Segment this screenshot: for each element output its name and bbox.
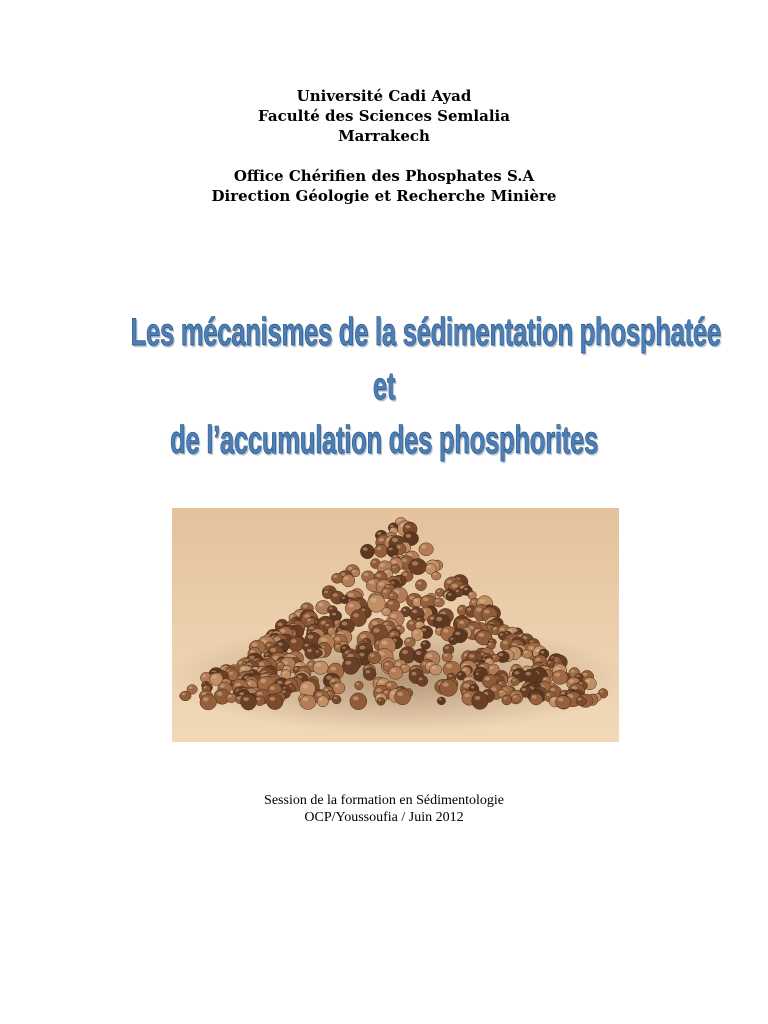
granule-highlight — [376, 688, 381, 692]
granule-highlight — [571, 670, 575, 673]
granule-highlight — [500, 691, 503, 693]
granule-highlight — [412, 610, 417, 614]
granule-highlight — [396, 662, 401, 665]
granule-highlight — [583, 673, 588, 676]
granule-highlight — [278, 643, 283, 646]
granule — [332, 573, 343, 583]
granule — [333, 682, 345, 694]
granule-highlight — [443, 629, 448, 633]
granule-highlight — [390, 594, 393, 596]
granule-highlight — [458, 673, 461, 675]
faculty-name: Faculté des Sciences Semlalia — [258, 107, 510, 125]
granule-highlight — [391, 560, 396, 564]
granule-highlight — [265, 653, 268, 655]
granule — [180, 691, 191, 701]
granule-highlight — [569, 679, 574, 682]
granule-highlight — [471, 686, 474, 688]
granule — [430, 664, 442, 675]
granule-highlight — [414, 599, 418, 602]
granule-highlight — [331, 679, 335, 682]
granule-highlight — [391, 614, 397, 618]
granule-highlight — [387, 683, 392, 686]
granule-highlight — [403, 609, 407, 612]
granule-highlight — [364, 573, 369, 576]
granule-highlight — [335, 621, 338, 623]
granule-highlight — [371, 598, 377, 602]
granule-highlight — [414, 631, 418, 634]
granule-highlight — [483, 658, 486, 660]
direction-name: Direction Géologie et Recherche Minière — [211, 187, 557, 205]
granule-highlight — [353, 696, 359, 700]
granule-highlight — [316, 650, 319, 652]
granule-highlight — [384, 691, 388, 694]
granule-highlight — [217, 692, 223, 696]
granule-highlight — [291, 639, 297, 643]
granule-highlight — [259, 662, 264, 666]
granule — [342, 657, 359, 674]
granule-highlight — [486, 659, 489, 661]
granule-highlight — [576, 675, 579, 677]
granule-highlight — [392, 538, 398, 542]
granule — [363, 668, 376, 681]
granule-highlight — [229, 672, 233, 675]
granule-highlight — [417, 618, 420, 620]
granule-highlight — [237, 697, 240, 699]
granule-highlight — [334, 697, 337, 699]
granule — [417, 675, 428, 686]
granule — [377, 698, 385, 706]
university-name: Université Cadi Ayad — [296, 87, 472, 105]
granule-highlight — [427, 654, 433, 658]
granule-highlight — [600, 690, 603, 692]
granule-highlight — [391, 528, 394, 530]
granule-highlight — [499, 653, 504, 656]
granule-highlight — [376, 574, 381, 577]
granule — [415, 580, 426, 591]
granule-highlight — [484, 610, 490, 614]
granule-highlight — [378, 699, 381, 701]
granule-highlight — [379, 538, 385, 542]
granule — [288, 636, 304, 651]
granule-highlight — [446, 664, 452, 668]
granule-highlight — [475, 696, 481, 700]
granule-highlight — [388, 601, 393, 605]
granule — [368, 651, 381, 663]
granule-highlight — [189, 686, 193, 689]
granule-highlight — [257, 698, 261, 701]
granule-highlight — [452, 584, 458, 588]
granule-highlight — [383, 609, 386, 611]
granule-highlight — [370, 654, 375, 657]
granule — [522, 650, 532, 659]
granule-highlight — [307, 619, 310, 621]
granule — [434, 598, 445, 607]
granule-highlight — [406, 534, 412, 538]
granule — [404, 637, 415, 647]
granule-highlight — [514, 671, 519, 675]
granule — [523, 669, 538, 684]
granule — [395, 689, 411, 705]
granule-highlight — [295, 667, 298, 669]
granule-highlight — [284, 667, 287, 669]
granule-highlight — [402, 665, 405, 667]
granule-highlight — [546, 693, 550, 696]
phosphate-granules-photo — [172, 508, 619, 742]
granule-highlight — [444, 654, 448, 657]
granule-highlight — [464, 588, 468, 591]
granule-highlight — [220, 684, 225, 687]
granule-highlight — [439, 698, 442, 700]
granule-highlight — [228, 695, 232, 698]
granule-highlight — [352, 570, 355, 572]
granule — [314, 649, 323, 656]
granule-highlight — [532, 695, 536, 698]
granule-highlight — [335, 637, 340, 641]
granule-highlight — [278, 623, 283, 627]
granule — [431, 572, 441, 580]
granule-highlight — [423, 642, 426, 644]
granule — [440, 679, 458, 696]
granule-highlight — [459, 607, 463, 610]
company-header — [0, 166, 768, 206]
granule-highlight — [476, 608, 482, 612]
document-title — [130, 306, 721, 468]
granule-highlight — [536, 658, 541, 662]
granule-highlight — [512, 679, 515, 681]
granule — [241, 694, 257, 711]
granule-highlight — [202, 675, 206, 678]
granule-highlight — [555, 667, 560, 671]
granule-highlight — [334, 575, 338, 578]
granule-highlight — [555, 673, 561, 677]
granule-highlight — [459, 621, 464, 625]
granule-highlight — [381, 641, 387, 645]
company-name: Office Chérifien des Phosphates S.A — [233, 167, 535, 185]
title-line-2: et — [372, 365, 396, 408]
granule — [342, 574, 355, 587]
granule-highlight — [283, 672, 286, 674]
granule-highlight — [252, 643, 258, 647]
granule-highlight — [309, 627, 314, 630]
granule — [374, 544, 387, 557]
granule-highlight — [436, 599, 440, 602]
granule-highlight — [397, 692, 403, 696]
granule-highlight — [490, 666, 494, 669]
granule — [442, 652, 452, 662]
granule-highlight — [342, 597, 345, 599]
granule-highlight — [243, 697, 249, 701]
title-line-3: de l’accumulation des phosphorites — [170, 419, 598, 462]
granule-highlight — [270, 648, 276, 652]
granule — [437, 697, 445, 705]
granule-highlight — [513, 696, 516, 698]
granule-highlight — [260, 679, 266, 683]
granule — [313, 661, 328, 674]
granule-highlight — [366, 670, 371, 673]
granule-highlight — [333, 593, 338, 597]
granule-highlight — [380, 563, 385, 567]
title-line-1: Les mécanismes de la sédimentation phosphatée — [130, 311, 721, 354]
granule-highlight — [416, 651, 422, 655]
granule-highlight — [411, 672, 416, 676]
granule-highlight — [239, 692, 244, 695]
granule — [226, 693, 236, 702]
granule-highlight — [182, 693, 186, 696]
granule-highlight — [335, 684, 339, 687]
granule-highlight — [417, 582, 421, 585]
granule-highlight — [303, 605, 308, 608]
granule-highlight — [332, 613, 336, 616]
granule-highlight — [448, 593, 452, 596]
granule-highlight — [316, 663, 321, 667]
granule-highlight — [480, 599, 486, 603]
granule-highlight — [280, 629, 285, 633]
granule-highlight — [318, 603, 323, 607]
granule — [530, 694, 543, 705]
granule-highlight — [305, 644, 309, 647]
granule-highlight — [443, 682, 449, 686]
granule-highlight — [550, 688, 555, 691]
granule-highlight — [342, 647, 345, 649]
granule-highlight — [437, 590, 440, 592]
footer — [0, 792, 768, 826]
granule-highlight — [356, 683, 359, 685]
granule — [419, 543, 434, 556]
granule-highlight — [321, 638, 327, 642]
granule — [300, 695, 316, 710]
granule-highlight — [543, 678, 546, 680]
granule-highlight — [348, 593, 354, 597]
granule-highlight — [488, 643, 491, 645]
granule-highlight — [469, 593, 472, 595]
granule-highlight — [524, 651, 528, 654]
granule-highlight — [500, 633, 503, 635]
granule-highlight — [241, 667, 246, 670]
granule-highlight — [427, 663, 431, 666]
granule-highlight — [578, 698, 582, 701]
granule-highlight — [493, 627, 497, 630]
granule-highlight — [463, 683, 469, 687]
granule-highlight — [499, 682, 502, 684]
granule — [267, 694, 283, 710]
granule — [200, 695, 217, 710]
granule — [328, 627, 336, 635]
granule-highlight — [329, 607, 332, 609]
granule — [446, 592, 457, 602]
granule-highlight — [330, 667, 336, 671]
granule-highlight — [391, 633, 395, 636]
granule — [317, 696, 328, 707]
granule-highlight — [402, 650, 408, 654]
granule-highlight — [345, 661, 351, 665]
granule-highlight — [303, 697, 309, 701]
granule — [472, 692, 488, 709]
granule-highlight — [412, 561, 418, 565]
granule-highlight — [379, 680, 384, 683]
granule-highlight — [469, 654, 475, 658]
granule-highlight — [500, 628, 505, 631]
granule-highlight — [353, 613, 359, 617]
granule-highlight — [203, 697, 209, 701]
granule-highlight — [548, 661, 551, 663]
granule-highlight — [342, 622, 347, 626]
granule-highlight — [417, 623, 420, 625]
granule-highlight — [403, 573, 407, 576]
granule-highlight — [390, 525, 393, 527]
granule-highlight — [397, 627, 400, 629]
granule-highlight — [212, 675, 217, 678]
granule-highlight — [558, 697, 563, 701]
granule-highlight — [503, 641, 508, 644]
granule-highlight — [522, 688, 526, 691]
granule-highlight — [290, 615, 293, 617]
granule-highlight — [456, 590, 459, 592]
granule-highlight — [504, 697, 507, 699]
granule-highlight — [389, 548, 393, 551]
granule-highlight — [421, 545, 426, 549]
place-date-text: OCP/Youssoufia / Juin 2012 — [304, 810, 464, 825]
granule-highlight — [383, 590, 387, 593]
granule-highlight — [308, 635, 314, 639]
granule-highlight — [373, 628, 379, 632]
granule-highlight — [551, 698, 555, 701]
granule — [512, 694, 521, 702]
granule-highlight — [348, 567, 353, 570]
granule-highlight — [363, 547, 368, 551]
granule — [421, 640, 431, 649]
granule-highlight — [479, 633, 485, 637]
city-name: Marrakech — [338, 127, 430, 145]
granule-highlight — [360, 646, 366, 650]
session-text: Session de la formation en Sédimentologie — [264, 793, 504, 808]
granule-highlight — [270, 697, 276, 701]
granule-highlight — [485, 677, 490, 681]
granule-highlight — [427, 566, 431, 569]
granule-highlight — [450, 638, 453, 640]
granule — [355, 681, 363, 690]
granule-highlight — [405, 525, 410, 529]
granule — [350, 693, 367, 710]
granule-highlight — [432, 666, 436, 669]
granule-highlight — [541, 651, 545, 654]
granule-highlight — [377, 547, 382, 550]
granule-highlight — [437, 629, 440, 631]
granule-highlight — [449, 675, 452, 677]
granule-highlight — [239, 661, 242, 663]
granule-highlight — [526, 672, 531, 676]
granule-highlight — [393, 566, 396, 568]
granule-highlight — [463, 669, 466, 671]
granule-highlight — [445, 646, 449, 649]
granule — [552, 670, 568, 684]
granule-highlight — [204, 686, 207, 688]
granule-highlight — [397, 519, 401, 522]
granule-highlight — [391, 669, 396, 673]
granule-highlight — [467, 608, 471, 611]
granule-highlight — [409, 621, 414, 624]
granule-highlight — [369, 580, 374, 584]
granule-highlight — [278, 663, 281, 665]
granule — [576, 696, 587, 705]
granule — [449, 636, 458, 645]
granule-highlight — [348, 604, 354, 608]
granule-highlight — [307, 649, 312, 652]
granule-highlight — [344, 577, 349, 580]
granule-highlight — [433, 573, 436, 575]
granule — [388, 667, 402, 680]
granule — [332, 695, 341, 704]
granule-highlight — [309, 663, 313, 666]
granule — [360, 544, 374, 559]
granule-highlight — [267, 644, 270, 646]
granule-highlight — [385, 663, 389, 666]
granule-highlight — [476, 673, 479, 675]
granule — [409, 559, 427, 575]
granule-highlight — [493, 656, 496, 658]
granule-highlight — [329, 629, 332, 631]
granule-highlight — [455, 632, 460, 636]
granule-highlight — [562, 692, 565, 694]
granule-highlight — [326, 624, 329, 626]
university-header — [0, 86, 768, 146]
granule-highlight — [270, 686, 275, 690]
granule-highlight — [436, 617, 442, 621]
granule-highlight — [324, 591, 328, 594]
granule-highlight — [406, 639, 410, 642]
granule-highlight — [372, 561, 376, 564]
granule-highlight — [423, 597, 429, 601]
granule-highlight — [472, 600, 476, 603]
granule — [511, 678, 520, 686]
granule-highlight — [336, 645, 339, 647]
granule-highlight — [464, 694, 469, 698]
granule-highlight — [319, 698, 323, 701]
granule-highlight — [302, 684, 308, 688]
granule — [502, 695, 512, 705]
granule-highlight — [419, 678, 423, 681]
granule — [555, 696, 571, 709]
granule — [474, 671, 483, 680]
granule-highlight — [257, 692, 263, 696]
granule-highlight — [379, 582, 384, 586]
